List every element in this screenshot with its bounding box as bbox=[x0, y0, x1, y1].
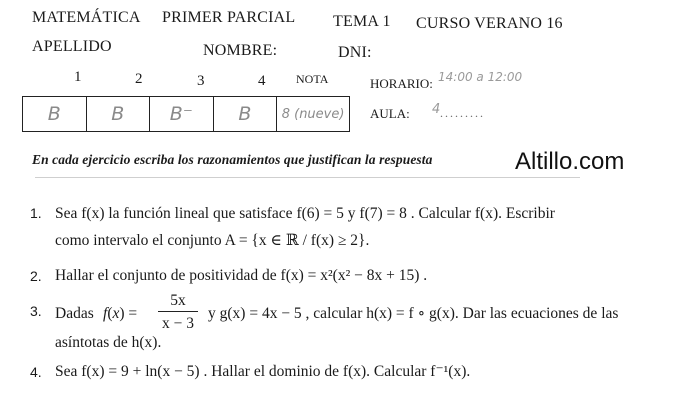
room-label: AULA: bbox=[370, 106, 410, 121]
altillo-watermark: Altillo.com bbox=[515, 148, 625, 175]
grade-cell-4: B bbox=[214, 97, 278, 131]
grade-cell-2: B bbox=[87, 97, 151, 131]
grade-cell-1: B bbox=[23, 97, 87, 131]
grade-cell-3: B⁻ bbox=[150, 97, 214, 131]
exam-title: PRIMER PARCIAL bbox=[162, 9, 296, 26]
dni-label: DNI: bbox=[338, 44, 372, 61]
course-label: CURSO VERANO 16 bbox=[416, 15, 563, 32]
scan-line-decoration bbox=[35, 177, 580, 178]
exercise-4-number: 4. bbox=[30, 364, 42, 380]
grade-col-4: 4 bbox=[258, 73, 266, 89]
room-value: 4 bbox=[432, 102, 441, 117]
exercise-1-number: 1. bbox=[30, 205, 42, 221]
exercise-3-pre: Dadas bbox=[55, 305, 94, 322]
exercise-4-line1: Sea f(x) = 9 + ln(x − 5) . Hallar el dominio de f(x). Calcular f⁻¹(x). bbox=[55, 363, 471, 380]
grade-col-2: 2 bbox=[135, 71, 143, 87]
exercise-3-fx: f(x) = bbox=[103, 305, 138, 322]
grade-col-3: 3 bbox=[197, 73, 205, 89]
grade-cell-nota: 8 (nueve) bbox=[281, 106, 345, 122]
exercise-3-frac-numerator: 5x bbox=[158, 291, 198, 312]
exercise-3-line1: y g(x) = 4x − 5 , calcular h(x) = f ∘ g(x). Dar las ecuaciones de las bbox=[208, 305, 619, 322]
exercise-3-frac-denominator: x − 3 bbox=[162, 315, 194, 332]
grade-table bbox=[22, 96, 350, 132]
name-label: NOMBRE: bbox=[203, 42, 278, 59]
theme-label: TEMA 1 bbox=[333, 13, 391, 30]
grade-col-nota: NOTA bbox=[296, 72, 329, 86]
exercise-3-number: 3. bbox=[30, 303, 42, 319]
exercise-2-number: 2. bbox=[30, 268, 42, 284]
grade-col-1: 1 bbox=[74, 69, 82, 85]
exercise-1-line2: como intervalo el conjunto A = {x ∈ ℝ / f(x) ≥ 2}. bbox=[55, 232, 370, 249]
exercise-3-line2: asíntotas de h(x). bbox=[55, 334, 162, 351]
subject-title: MATEMÁTICA bbox=[32, 9, 141, 26]
schedule-value: 14:00 a 12:00 bbox=[438, 70, 523, 84]
exercise-1-line1: Sea f(x) la función lineal que satisface f(6) = 5 y f(7) = 8 . Calcular f(x). Escribir bbox=[55, 205, 555, 222]
instructions-text: En cada ejercicio escriba los razonamientos que justifican la respuesta bbox=[32, 152, 433, 167]
exercise-2-line1: Hallar el conjunto de positividad de f(x) = x²(x² − 8x + 15) . bbox=[55, 267, 428, 284]
room-dots: ......... bbox=[440, 106, 485, 120]
schedule-label: HORARIO: bbox=[370, 76, 433, 91]
surname-label: APELLIDO bbox=[32, 38, 112, 55]
